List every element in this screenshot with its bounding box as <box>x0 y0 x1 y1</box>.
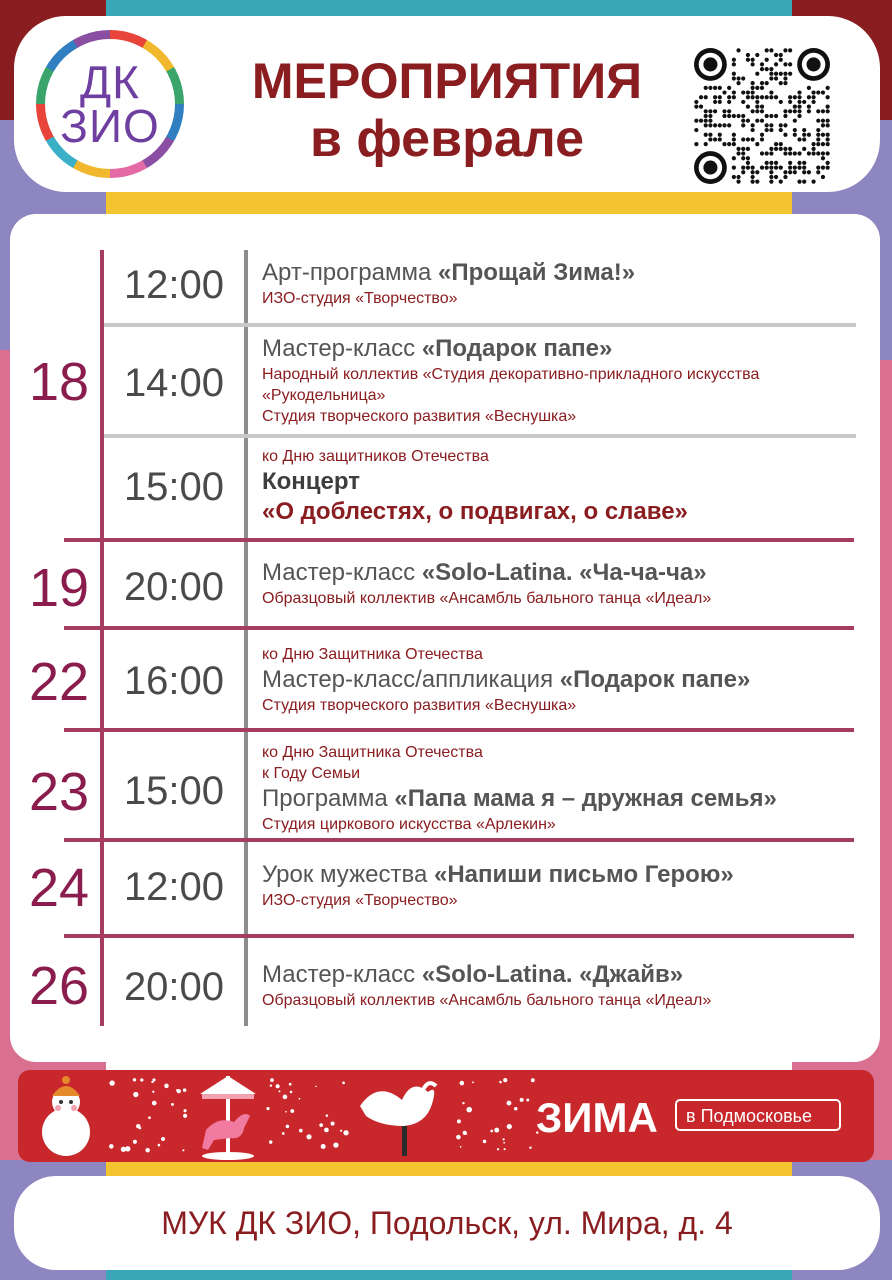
event-name: «Подарок папе» <box>559 666 751 693</box>
date-22: 22 <box>28 652 90 712</box>
event-block[interactable] <box>262 960 862 1011</box>
event-type: Арт-программа <box>262 259 438 286</box>
event-name: «Прощай Зима!» <box>437 259 636 286</box>
event-time: 12:00 <box>123 263 225 307</box>
qr-code-icon[interactable] <box>694 48 830 184</box>
event-block[interactable] <box>262 742 862 835</box>
event-time: 14:00 <box>123 361 225 405</box>
logo-line2: ЗИО <box>60 100 160 152</box>
date-19: 19 <box>28 558 90 618</box>
event-type: Урок мужества <box>262 861 434 888</box>
date-18: 18 <box>28 352 90 412</box>
row-separator <box>104 323 856 327</box>
event-title <box>262 784 862 814</box>
event-block[interactable] <box>262 258 862 309</box>
time-column-divider <box>244 250 248 1026</box>
event-title <box>262 960 862 990</box>
event-occasion: ко Дню Защитника Отечества <box>262 646 483 663</box>
carousel-horse-icon <box>200 1076 256 1160</box>
date-24: 24 <box>28 858 90 918</box>
event-type: Мастер-класс/аппликация <box>262 666 560 693</box>
event-title <box>262 558 862 588</box>
event-organizer: Студия творческого развития «Веснушка» <box>262 408 577 425</box>
date-separator <box>64 626 854 630</box>
date-separator <box>64 728 854 732</box>
event-block[interactable] <box>262 446 862 527</box>
page-title <box>214 52 680 168</box>
event-time: 12:00 <box>123 865 225 909</box>
event-type: Мастер-класс <box>262 961 422 988</box>
header-card <box>14 16 880 192</box>
event-type: Программа <box>262 785 395 812</box>
event-name: «Папа мама я – дружная семья» <box>394 785 777 812</box>
logo-line1: ДК <box>80 56 140 108</box>
date-separator <box>64 838 854 842</box>
event-organizer: Студия творческого развития «Веснушка» <box>262 697 577 714</box>
event-occasion: ко Дню защитников Отечества <box>262 448 489 465</box>
event-block[interactable] <box>262 644 862 716</box>
row-separator <box>104 434 856 438</box>
event-organizer: ИЗО-студия «Творчество» <box>262 290 458 307</box>
winter-banner-art <box>18 1070 874 1162</box>
snowman-icon <box>42 1076 90 1156</box>
event-organizer: Образцовый коллектив «Ансамбль бального танца «Идеал» <box>262 992 712 1009</box>
event-title <box>262 860 862 890</box>
date-separator <box>64 538 854 542</box>
event-name: «Подарок папе» <box>421 335 613 362</box>
event-name: «Solo-Latina. «Ча-ча-ча» <box>421 559 707 586</box>
rooster-icon <box>360 1083 436 1156</box>
event-block[interactable] <box>262 334 862 427</box>
event-block[interactable] <box>262 860 862 911</box>
venue-address: МУК ДК ЗИО, Подольск, ул. Мира, д. 4 <box>161 1204 733 1241</box>
event-organizer: Образцовый коллектив «Ансамбль бального танца «Идеал» <box>262 590 712 607</box>
event-time: 15:00 <box>123 769 225 813</box>
event-occasion: ко Дню Защитника Отечества <box>262 744 483 761</box>
event-organizer: Студия циркового искусства «Арлекин» <box>262 816 556 833</box>
event-type: Мастер-класс <box>262 335 422 362</box>
date-26: 26 <box>28 956 90 1016</box>
zima-region: в Подмосковье <box>686 1106 813 1126</box>
event-time: 20:00 <box>123 565 225 609</box>
title-line1: МЕРОПРИЯТИЯ <box>251 53 643 109</box>
event-highlight: «О доблестях, о подвигах, о славе» <box>262 498 688 525</box>
event-type: Мастер-класс <box>262 559 422 586</box>
event-organizer: «Рукодельница» <box>262 387 386 404</box>
event-name: «Напиши письмо Герою» <box>433 861 734 888</box>
date-separator <box>64 934 854 938</box>
zima-logo: ЗИМА <box>536 1094 658 1141</box>
event-time: 15:00 <box>123 465 225 509</box>
title-line2: в феврале <box>309 110 585 168</box>
event-time: 20:00 <box>123 965 225 1009</box>
date-23: 23 <box>28 762 90 822</box>
footer-address-card <box>14 1176 880 1270</box>
snowflake-icon <box>109 1078 538 1152</box>
event-block[interactable] <box>262 558 862 609</box>
winter-banner <box>18 1070 874 1162</box>
event-name: Концерт <box>262 468 361 495</box>
dk-zio-logo <box>36 30 184 178</box>
event-organizer: Народный коллектив «Студия декоративно-прикладного искусства <box>262 366 760 383</box>
event-title <box>262 258 862 288</box>
event-title <box>262 665 862 695</box>
event-title <box>262 334 862 364</box>
event-time: 16:00 <box>123 659 225 703</box>
event-occasion: к Году Семьи <box>262 765 361 782</box>
event-name: «Solo-Latina. «Джайв» <box>421 961 684 988</box>
event-organizer: ИЗО-студия «Творчество» <box>262 892 458 909</box>
